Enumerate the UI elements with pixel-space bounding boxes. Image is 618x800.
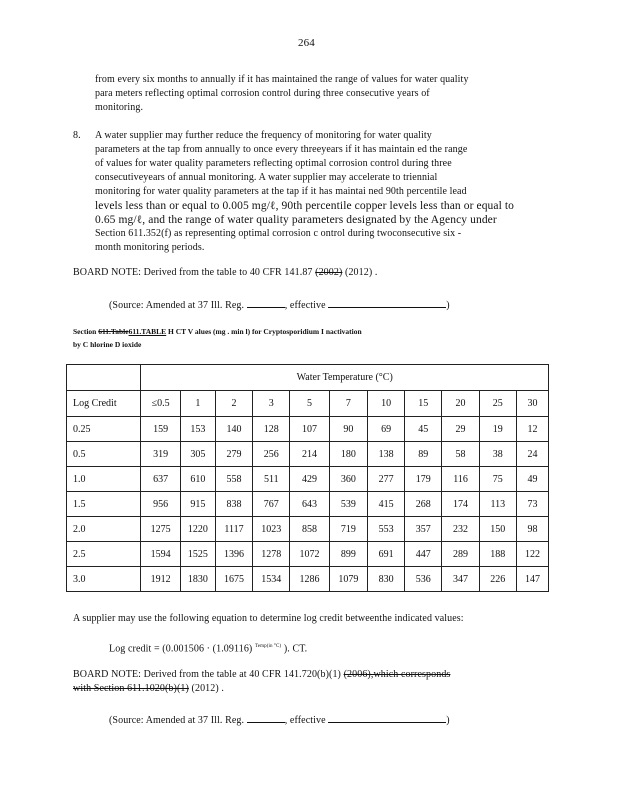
ct-value-cell: 558	[215, 467, 252, 492]
ct-value-cell: 447	[405, 542, 442, 567]
ct-value-cell: 75	[479, 467, 516, 492]
ct-value-cell: 956	[141, 492, 180, 517]
log-credit-cell: 0.5	[67, 442, 141, 467]
table-row	[67, 417, 549, 442]
ct-value-cell: 107	[290, 417, 329, 442]
heading-text: Section	[73, 327, 97, 336]
ct-value-cell: 268	[405, 492, 442, 517]
equation-intro: A supplier may use the following equation to determine log credit betweenthe indicated values:	[73, 613, 464, 624]
ct-value-cell: 90	[329, 417, 367, 442]
table-row	[67, 467, 549, 492]
log-credit-cell: 0.25	[67, 417, 141, 442]
text-line: month monitoring periods.	[95, 242, 205, 253]
section-heading	[73, 325, 362, 351]
ct-value-cell: 858	[290, 517, 329, 542]
ct-value-cell: 691	[367, 542, 404, 567]
ct-value-cell: 147	[516, 567, 548, 592]
table-row	[67, 567, 549, 592]
ct-value-cell: 1830	[180, 567, 215, 592]
text-line-inserted: 0.65 mg/ℓ, and the range of water quality parameters designated by the Agency under	[95, 214, 497, 226]
ct-value-cell: 180	[329, 442, 367, 467]
row-header: Log Credit	[67, 391, 141, 417]
ct-value-cell: 19	[479, 417, 516, 442]
text-line: A water supplier may further reduce the frequency of monitoring for water quality	[95, 130, 432, 141]
ct-value-cell: 140	[215, 417, 252, 442]
table-row	[67, 542, 549, 567]
source-text: , effective	[284, 300, 326, 311]
ct-value-cell: 1117	[215, 517, 252, 542]
ct-value-cell: 214	[290, 442, 329, 467]
ct-value-cell: 360	[329, 467, 367, 492]
ct-value-cell: 511	[253, 467, 290, 492]
ct-value-cell: 1023	[253, 517, 290, 542]
struck-text: with Section 611.1020(b)(1)	[73, 683, 189, 694]
ct-value-cell: 347	[442, 567, 479, 592]
column-header: 7	[329, 391, 367, 417]
ct-value-cell: 49	[516, 467, 548, 492]
ct-value-cell: 256	[253, 442, 290, 467]
ct-value-cell: 138	[367, 442, 404, 467]
equation-lhs: Log credit = (0.001506 · (1.09116)	[109, 643, 253, 655]
inserted-text: (2012) .	[345, 267, 378, 278]
ct-value-cell: 415	[367, 492, 404, 517]
source-note	[109, 711, 450, 728]
ct-value-cell: 122	[516, 542, 548, 567]
ct-value-cell: 38	[479, 442, 516, 467]
board-note	[73, 266, 377, 280]
log-credit-cell: 2.0	[67, 517, 141, 542]
ct-value-cell: 277	[367, 467, 404, 492]
ct-value-cell: 1278	[253, 542, 290, 567]
ct-value-cell: 319	[141, 442, 180, 467]
struck-text: (2002)	[315, 267, 343, 278]
ct-value-cell: 838	[215, 492, 252, 517]
log-credit-cell: 3.0	[67, 567, 141, 592]
table-body	[67, 417, 549, 592]
text-line: para meters reflecting optimal corrosion control during three consecutive years of	[95, 88, 430, 99]
ct-value-cell: 45	[405, 417, 442, 442]
board-note-text: BOARD NOTE: Derived from the table to 40 CFR 141.87	[73, 267, 313, 278]
ct-values-table	[66, 364, 549, 592]
ct-value-cell: 553	[367, 517, 404, 542]
ct-value-cell: 226	[479, 567, 516, 592]
item-number: 8.	[73, 130, 81, 141]
ct-value-cell: 899	[329, 542, 367, 567]
ct-value-cell: 719	[329, 517, 367, 542]
table-row	[67, 442, 549, 467]
column-header: ≤0.5	[141, 391, 180, 417]
ct-value-cell: 232	[442, 517, 479, 542]
ct-value-cell: 643	[290, 492, 329, 517]
ct-value-cell: 1286	[290, 567, 329, 592]
table-title: Water Temperature (°C)	[141, 365, 549, 391]
page-number: 264	[298, 37, 315, 49]
log-credit-cell: 1.5	[67, 492, 141, 517]
ct-value-cell: 58	[442, 442, 479, 467]
ct-value-cell: 179	[405, 467, 442, 492]
equation-rhs: ). CT.	[283, 643, 308, 655]
ct-value-cell: 1525	[180, 542, 215, 567]
column-header: 1	[180, 391, 215, 417]
heading-text: H CT V alues (mg . min l) for Cryptosporidium I nactivation	[168, 327, 362, 336]
log-credit-cell: 2.5	[67, 542, 141, 567]
ct-value-cell: 24	[516, 442, 548, 467]
ct-value-cell: 174	[442, 492, 479, 517]
ct-value-cell: 289	[442, 542, 479, 567]
paragraph-continuation	[95, 73, 469, 115]
blank-line	[328, 711, 446, 723]
ct-value-cell: 113	[479, 492, 516, 517]
equation	[109, 640, 307, 656]
text-line: parameters at the tap from annually to once every threeyears if it has maintain ed the range	[95, 144, 468, 155]
ct-value-cell: 153	[180, 417, 215, 442]
ct-value-cell: 637	[141, 467, 180, 492]
inserted-text: (2012) .	[191, 683, 225, 694]
ct-value-cell: 357	[405, 517, 442, 542]
column-header: 3	[253, 391, 290, 417]
ct-value-cell: 1675	[215, 567, 252, 592]
column-header: 15	[405, 391, 442, 417]
column-header: 20	[442, 391, 479, 417]
text-line: consecutiveyears of annual monitoring. A water supplier may accelerate to triennial	[95, 172, 438, 183]
ct-value-cell: 12	[516, 417, 548, 442]
text-line: monitoring for water quality parameters at the tap if it has maintai ned 90th percentile lead	[95, 186, 467, 197]
text-line-inserted: levels less than or equal to 0.005 mg/ℓ, 90th percentile copper levels less than or equal to	[95, 200, 515, 212]
ct-value-cell: 429	[290, 467, 329, 492]
heading-text: by C hlorine D ioxide	[73, 340, 142, 349]
ct-value-cell: 915	[180, 492, 215, 517]
text-line: Section 611.352(f) as representing optimal corrosion c ontrol during twoconsecutive six -	[95, 228, 462, 239]
source-text: , effective	[284, 715, 326, 726]
source-note	[109, 296, 450, 313]
board-note	[73, 668, 450, 696]
ct-value-cell: 89	[405, 442, 442, 467]
blank-line	[247, 296, 285, 308]
blank-line	[328, 296, 446, 308]
inserted-text: 611.TABLE	[128, 327, 167, 336]
text-line: from every six months to annually if it has maintained the range of values for water quality	[95, 74, 469, 85]
column-header: 2	[215, 391, 252, 417]
ct-value-cell: 29	[442, 417, 479, 442]
ct-value-cell: 279	[215, 442, 252, 467]
source-text: )	[446, 300, 450, 311]
struck-text: (2006),which corresponds	[343, 669, 451, 680]
ct-value-cell: 767	[253, 492, 290, 517]
ct-value-cell: 150	[479, 517, 516, 542]
board-note-text: BOARD NOTE: Derived from the table at 40 CFR 141.720(b)(1)	[73, 669, 341, 680]
ct-value-cell: 610	[180, 467, 215, 492]
text-line: monitoring.	[95, 102, 144, 113]
source-text: (Source: Amended at 37 Ill. Reg.	[109, 715, 245, 726]
ct-value-cell: 539	[329, 492, 367, 517]
ct-value-cell: 1079	[329, 567, 367, 592]
source-text: )	[446, 715, 450, 726]
ct-value-cell: 73	[516, 492, 548, 517]
column-header: 5	[290, 391, 329, 417]
ct-value-cell: 98	[516, 517, 548, 542]
source-text: (Source: Amended at 37 Ill. Reg.	[109, 300, 245, 311]
blank-line	[247, 711, 285, 723]
ct-value-cell: 1594	[141, 542, 180, 567]
item-8-paragraph	[95, 129, 514, 255]
column-header: 25	[479, 391, 516, 417]
ct-value-cell: 116	[442, 467, 479, 492]
table-row	[67, 517, 549, 542]
ct-value-cell: 128	[253, 417, 290, 442]
ct-value-cell: 536	[405, 567, 442, 592]
blank-cell	[67, 365, 141, 391]
ct-value-cell: 159	[141, 417, 180, 442]
ct-value-cell: 1396	[215, 542, 252, 567]
ct-value-cell: 1072	[290, 542, 329, 567]
ct-value-cell: 1534	[253, 567, 290, 592]
ct-value-cell: 188	[479, 542, 516, 567]
ct-value-cell: 830	[367, 567, 404, 592]
text-line: of values for water quality parameters reflecting optimal corrosion control during three	[95, 158, 452, 169]
table-row	[67, 492, 549, 517]
ct-value-cell: 69	[367, 417, 404, 442]
ct-value-cell: 1275	[141, 517, 180, 542]
column-header: 30	[516, 391, 548, 417]
ct-value-cell: 305	[180, 442, 215, 467]
ct-value-cell: 1912	[141, 567, 180, 592]
equation-exponent: Temp(in °C)	[254, 644, 282, 649]
struck-text: 611.Table	[98, 327, 129, 336]
column-header: 10	[367, 391, 404, 417]
log-credit-cell: 1.0	[67, 467, 141, 492]
ct-value-cell: 1220	[180, 517, 215, 542]
